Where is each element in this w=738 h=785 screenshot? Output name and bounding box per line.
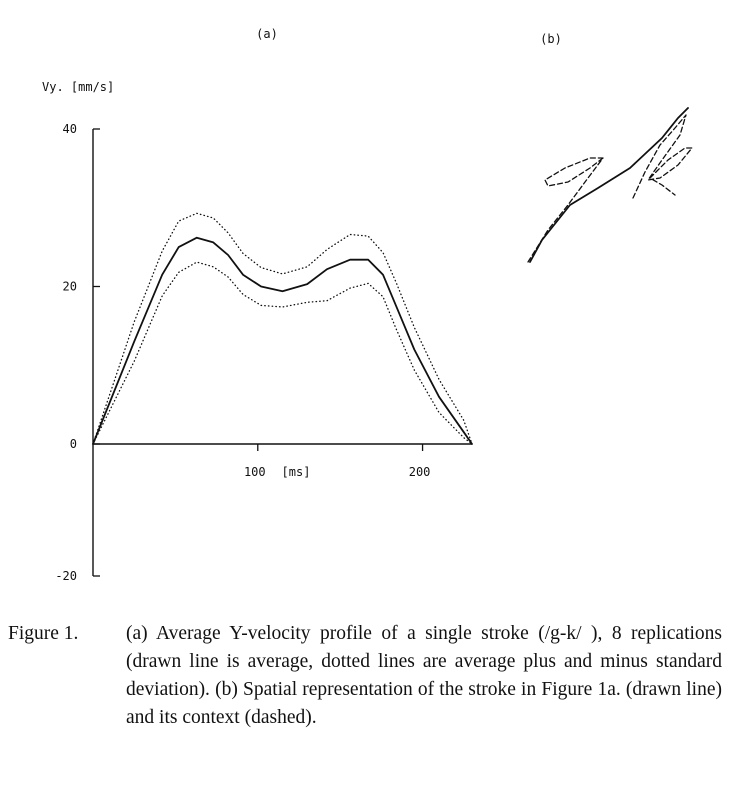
average-line — [93, 238, 472, 444]
panel-b-label: (b) — [540, 32, 562, 46]
y-tick-label: 20 — [62, 279, 77, 294]
y-tick-label: 40 — [62, 122, 77, 136]
x-ticks — [244, 444, 430, 479]
std-dev-line — [93, 213, 472, 444]
x-axis-label: [ms] — [281, 465, 311, 479]
y-axis-label: Vy. [mm/s] — [42, 80, 115, 94]
velocity-series — [93, 213, 472, 444]
panel-a-label: (a) — [256, 27, 278, 41]
trajectory-series — [528, 108, 692, 262]
caption-text: (a) Average Y-velocity profile of a single stroke (/g-k/ ), 8 replications (drawn line is average, dotted lines are average plus and minus standard deviation). (b) Spatial representation of the stroke in Figure 1a. (drawn line) and its context (dashed). — [126, 623, 722, 728]
y-tick-label: -20 — [55, 569, 77, 583]
y-tick-label: 0 — [69, 437, 77, 451]
caption-lead: Figure 1. — [8, 623, 79, 644]
x-tick-label: 200 — [408, 465, 431, 479]
x-tick-label: 100 — [243, 465, 266, 479]
